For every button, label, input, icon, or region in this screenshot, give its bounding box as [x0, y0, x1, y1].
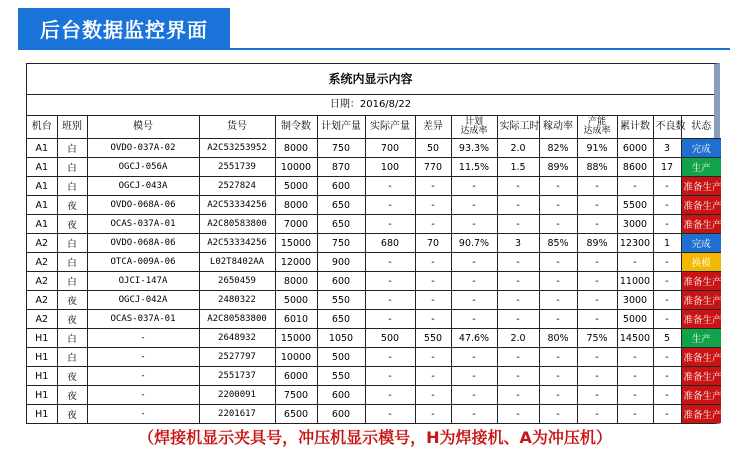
- table-cell: 5000: [275, 177, 317, 196]
- table-row: [27, 272, 721, 291]
- table-cell: 88%: [577, 158, 617, 177]
- table-row: [27, 215, 721, 234]
- table-cell: OJCI-147A: [87, 272, 199, 291]
- table-cell: A2C80583800: [199, 310, 275, 329]
- table-cell: A1: [27, 158, 57, 177]
- table-cell: 2480322: [199, 291, 275, 310]
- table-cell: 600: [317, 405, 365, 424]
- table-cell: -: [577, 310, 617, 329]
- table-cell: -: [577, 215, 617, 234]
- status-badge: 生产: [681, 158, 721, 177]
- table-cell: A2: [27, 272, 57, 291]
- table-cell: 夜: [57, 386, 87, 405]
- table-cell: -: [451, 367, 497, 386]
- table-cell: -: [365, 405, 415, 424]
- table-cell: -: [497, 310, 539, 329]
- table-cell: 3: [653, 139, 681, 158]
- table-cell: 14500: [617, 329, 653, 348]
- footnote-caption: （焊接机显示夹具号，冲压机显示模号，H为焊接机、A为冲压机）: [138, 428, 612, 447]
- table-cell: 白: [57, 348, 87, 367]
- table-cell: -: [451, 310, 497, 329]
- table-cell: -: [653, 272, 681, 291]
- table-cell: 80%: [539, 329, 577, 348]
- table-cell: -: [415, 348, 451, 367]
- table-cell: 2.0: [497, 139, 539, 158]
- table-cell: 17: [653, 158, 681, 177]
- table-cell: 550: [317, 367, 365, 386]
- table-cell: 50: [415, 139, 451, 158]
- table-cell: -: [617, 253, 653, 272]
- column-header: 产能 达成率: [577, 116, 617, 139]
- table-cell: H1: [27, 405, 57, 424]
- table-cell: 7000: [275, 215, 317, 234]
- column-header: 模号: [87, 116, 199, 139]
- table-cell: 1: [653, 234, 681, 253]
- table-cell: -: [451, 405, 497, 424]
- table-cell: -: [365, 367, 415, 386]
- table-cell: OCAS-037A-01: [87, 215, 199, 234]
- table-cell: -: [653, 196, 681, 215]
- table-cell: -: [577, 348, 617, 367]
- status-badge: 准备生产: [681, 272, 721, 291]
- table-cell: 6010: [275, 310, 317, 329]
- table-cell: 6000: [617, 139, 653, 158]
- table-cell: -: [617, 405, 653, 424]
- table-row: [27, 310, 721, 329]
- status-badge: 准备生产: [681, 367, 721, 386]
- table-cell: 650: [317, 310, 365, 329]
- table-cell: 550: [415, 329, 451, 348]
- table-cell: 12300: [617, 234, 653, 253]
- table-cell: -: [539, 405, 577, 424]
- table-cell: 47.6%: [451, 329, 497, 348]
- header-row: [27, 116, 721, 139]
- table-cell: -: [497, 177, 539, 196]
- table-cell: 6000: [275, 367, 317, 386]
- table-cell: -: [653, 253, 681, 272]
- table-cell: -: [653, 310, 681, 329]
- table-cell: -: [539, 310, 577, 329]
- column-header: 制令数: [275, 116, 317, 139]
- table-cell: -: [415, 291, 451, 310]
- table-cell: 2551739: [199, 158, 275, 177]
- table-row: [27, 291, 721, 310]
- table-cell: -: [539, 196, 577, 215]
- table-cell: -: [365, 253, 415, 272]
- table-cell: A2C80583800: [199, 215, 275, 234]
- table-cell: -: [415, 405, 451, 424]
- status-badge: 准备生产: [681, 177, 721, 196]
- table-cell: -: [617, 177, 653, 196]
- table-cell: 夜: [57, 405, 87, 424]
- table-cell: -: [577, 386, 617, 405]
- table-cell: -: [87, 348, 199, 367]
- table-row: [27, 386, 721, 405]
- table-cell: -: [365, 272, 415, 291]
- table-cell: -: [451, 196, 497, 215]
- table-cell: 600: [317, 177, 365, 196]
- status-badge: 准备生产: [681, 215, 721, 234]
- table-cell: 89%: [577, 234, 617, 253]
- table-cell: -: [653, 367, 681, 386]
- table-cell: -: [497, 215, 539, 234]
- column-header: 实际工时: [497, 116, 539, 139]
- column-header: 计划 达成率: [451, 116, 497, 139]
- table-cell: -: [577, 291, 617, 310]
- table-row: [27, 405, 721, 424]
- table-cell: -: [577, 367, 617, 386]
- table-cell: -: [451, 291, 497, 310]
- table-cell: A2C53253952: [199, 139, 275, 158]
- column-header: 机台: [27, 116, 57, 139]
- table-cell: OGCJ-043A: [87, 177, 199, 196]
- table-cell: -: [539, 215, 577, 234]
- table-cell: -: [539, 272, 577, 291]
- table-cell: 3000: [617, 215, 653, 234]
- table-row: [27, 367, 721, 386]
- table-cell: 650: [317, 215, 365, 234]
- monitor-table: [27, 116, 721, 423]
- table-cell: -: [617, 386, 653, 405]
- table-cell: -: [365, 177, 415, 196]
- table-cell: 70: [415, 234, 451, 253]
- table-cell: 75%: [577, 329, 617, 348]
- table-header: [27, 116, 721, 139]
- table-cell: -: [415, 177, 451, 196]
- table-row: [27, 234, 721, 253]
- table-cell: A2C53334256: [199, 234, 275, 253]
- column-header: 状态: [681, 116, 721, 139]
- table-cell: -: [653, 405, 681, 424]
- table-cell: 1050: [317, 329, 365, 348]
- table-cell: -: [365, 348, 415, 367]
- status-badge: 准备生产: [681, 291, 721, 310]
- table-cell: 2201617: [199, 405, 275, 424]
- table-cell: -: [539, 253, 577, 272]
- table-cell: 白: [57, 329, 87, 348]
- table-cell: -: [653, 348, 681, 367]
- table-cell: 770: [415, 158, 451, 177]
- status-badge: 准备生产: [681, 405, 721, 424]
- table-cell: OCAS-037A-01: [87, 310, 199, 329]
- table-cell: 5: [653, 329, 681, 348]
- table-cell: 3000: [617, 291, 653, 310]
- status-badge: 准备生产: [681, 348, 721, 367]
- table-row: [27, 177, 721, 196]
- table-cell: -: [451, 253, 497, 272]
- table-cell: 白: [57, 234, 87, 253]
- table-cell: -: [451, 215, 497, 234]
- table-cell: 700: [365, 139, 415, 158]
- table-cell: A2: [27, 310, 57, 329]
- column-header: 稼动率: [539, 116, 577, 139]
- table-cell: 白: [57, 139, 87, 158]
- column-header: 累计数: [617, 116, 653, 139]
- table-cell: 5500: [617, 196, 653, 215]
- table-cell: 2527824: [199, 177, 275, 196]
- table-cell: OVDO-068A-06: [87, 196, 199, 215]
- table-cell: 82%: [539, 139, 577, 158]
- table-row: [27, 196, 721, 215]
- table-cell: -: [415, 310, 451, 329]
- table-cell: 85%: [539, 234, 577, 253]
- table-cell: 870: [317, 158, 365, 177]
- table-cell: 93.3%: [451, 139, 497, 158]
- table-cell: 2527797: [199, 348, 275, 367]
- column-header: 班别: [57, 116, 87, 139]
- table-cell: -: [415, 215, 451, 234]
- table-cell: -: [415, 386, 451, 405]
- table-cell: 15000: [275, 329, 317, 348]
- table-cell: 夜: [57, 291, 87, 310]
- table-cell: 白: [57, 253, 87, 272]
- table-cell: -: [539, 291, 577, 310]
- table-cell: 1.5: [497, 158, 539, 177]
- table-cell: 600: [317, 386, 365, 405]
- table-cell: -: [415, 272, 451, 291]
- table-cell: 夜: [57, 215, 87, 234]
- table-cell: 5000: [275, 291, 317, 310]
- table-cell: 6500: [275, 405, 317, 424]
- column-header: 实际产量: [365, 116, 415, 139]
- table-cell: A1: [27, 196, 57, 215]
- table-cell: 8000: [275, 139, 317, 158]
- table-cell: -: [539, 177, 577, 196]
- table-cell: 89%: [539, 158, 577, 177]
- table-cell: A2: [27, 291, 57, 310]
- table-cell: -: [577, 253, 617, 272]
- table-cell: 11.5%: [451, 158, 497, 177]
- table-cell: 680: [365, 234, 415, 253]
- table-cell: 100: [365, 158, 415, 177]
- table-cell: 650: [317, 196, 365, 215]
- status-badge: 完成: [681, 234, 721, 253]
- table-row: [27, 139, 721, 158]
- table-cell: OVDO-068A-06: [87, 234, 199, 253]
- column-header: 货号: [199, 116, 275, 139]
- table-cell: -: [497, 386, 539, 405]
- table-cell: 8000: [275, 272, 317, 291]
- table-cell: -: [497, 348, 539, 367]
- table-cell: 12000: [275, 253, 317, 272]
- table-cell: 2200091: [199, 386, 275, 405]
- table-cell: 550: [317, 291, 365, 310]
- table-cell: -: [653, 386, 681, 405]
- table-cell: A2: [27, 253, 57, 272]
- table-cell: 8000: [275, 196, 317, 215]
- status-badge: 完成: [681, 139, 721, 158]
- table-cell: OGCJ-056A: [87, 158, 199, 177]
- table-cell: A1: [27, 215, 57, 234]
- table-cell: -: [451, 348, 497, 367]
- table-row: [27, 329, 721, 348]
- table-cell: -: [87, 367, 199, 386]
- table-cell: -: [617, 348, 653, 367]
- table-row: [27, 348, 721, 367]
- table-cell: -: [87, 329, 199, 348]
- table-cell: 白: [57, 158, 87, 177]
- table-cell: -: [497, 196, 539, 215]
- table-cell: -: [415, 253, 451, 272]
- table-cell: -: [653, 177, 681, 196]
- table-cell: 夜: [57, 367, 87, 386]
- table-cell: -: [365, 310, 415, 329]
- table-cell: -: [653, 291, 681, 310]
- table-cell: 8600: [617, 158, 653, 177]
- table-cell: 夜: [57, 196, 87, 215]
- column-header: 计划产量: [317, 116, 365, 139]
- table-cell: -: [451, 177, 497, 196]
- table-cell: -: [617, 367, 653, 386]
- table-cell: OTCA-009A-06: [87, 253, 199, 272]
- table-cell: -: [365, 386, 415, 405]
- table-cell: A2: [27, 234, 57, 253]
- monitor-sheet: [26, 63, 720, 424]
- table-cell: -: [497, 272, 539, 291]
- table-cell: H1: [27, 367, 57, 386]
- table-cell: -: [415, 196, 451, 215]
- table-cell: 500: [317, 348, 365, 367]
- table-cell: 白: [57, 272, 87, 291]
- table-cell: L02T8402AA: [199, 253, 275, 272]
- table-cell: 750: [317, 234, 365, 253]
- table-cell: 11000: [617, 272, 653, 291]
- table-cell: -: [365, 196, 415, 215]
- table-cell: 2.0: [497, 329, 539, 348]
- table-cell: OGCJ-042A: [87, 291, 199, 310]
- table-cell: OVDO-037A-02: [87, 139, 199, 158]
- table-cell: A1: [27, 177, 57, 196]
- column-header: 不良数: [653, 116, 681, 139]
- table-cell: -: [653, 215, 681, 234]
- table-cell: 2551737: [199, 367, 275, 386]
- table-cell: 7500: [275, 386, 317, 405]
- status-badge: 生产: [681, 329, 721, 348]
- table-body: [27, 139, 721, 424]
- table-cell: -: [577, 177, 617, 196]
- table-cell: -: [365, 291, 415, 310]
- table-cell: A1: [27, 139, 57, 158]
- table-cell: 90.7%: [451, 234, 497, 253]
- table-cell: 600: [317, 272, 365, 291]
- table-cell: H1: [27, 386, 57, 405]
- table-cell: -: [539, 386, 577, 405]
- table-row: [27, 158, 721, 177]
- table-cell: -: [415, 367, 451, 386]
- table-cell: -: [451, 386, 497, 405]
- table-cell: -: [539, 367, 577, 386]
- table-cell: 750: [317, 139, 365, 158]
- table-cell: 10000: [275, 158, 317, 177]
- column-header: 差异: [415, 116, 451, 139]
- table-cell: 500: [365, 329, 415, 348]
- status-badge: 换模: [681, 253, 721, 272]
- table-cell: 5000: [617, 310, 653, 329]
- table-cell: 2648932: [199, 329, 275, 348]
- sheet-title: 系统内显示内容: [27, 64, 714, 95]
- table-row: [27, 253, 721, 272]
- table-cell: A2C53334256: [199, 196, 275, 215]
- table-cell: 900: [317, 253, 365, 272]
- table-cell: 15000: [275, 234, 317, 253]
- table-cell: -: [539, 348, 577, 367]
- banner-title: 后台数据监控界面: [40, 17, 208, 42]
- table-cell: H1: [27, 348, 57, 367]
- table-cell: -: [497, 291, 539, 310]
- table-cell: 2650459: [199, 272, 275, 291]
- table-cell: -: [577, 272, 617, 291]
- table-cell: 白: [57, 177, 87, 196]
- page-banner: [18, 8, 230, 48]
- status-badge: 准备生产: [681, 310, 721, 329]
- table-cell: -: [87, 405, 199, 424]
- table-cell: 3: [497, 234, 539, 253]
- table-cell: 10000: [275, 348, 317, 367]
- table-cell: -: [497, 367, 539, 386]
- status-badge: 准备生产: [681, 196, 721, 215]
- table-cell: 夜: [57, 310, 87, 329]
- table-cell: -: [87, 386, 199, 405]
- sheet-date: 日期：2016/8/22: [27, 95, 714, 116]
- table-cell: -: [451, 272, 497, 291]
- table-cell: -: [497, 253, 539, 272]
- table-cell: -: [577, 196, 617, 215]
- table-cell: -: [497, 405, 539, 424]
- table-cell: -: [365, 215, 415, 234]
- table-cell: -: [577, 405, 617, 424]
- table-cell: 91%: [577, 139, 617, 158]
- status-badge: 准备生产: [681, 386, 721, 405]
- table-cell: H1: [27, 329, 57, 348]
- banner-underline: [18, 48, 730, 50]
